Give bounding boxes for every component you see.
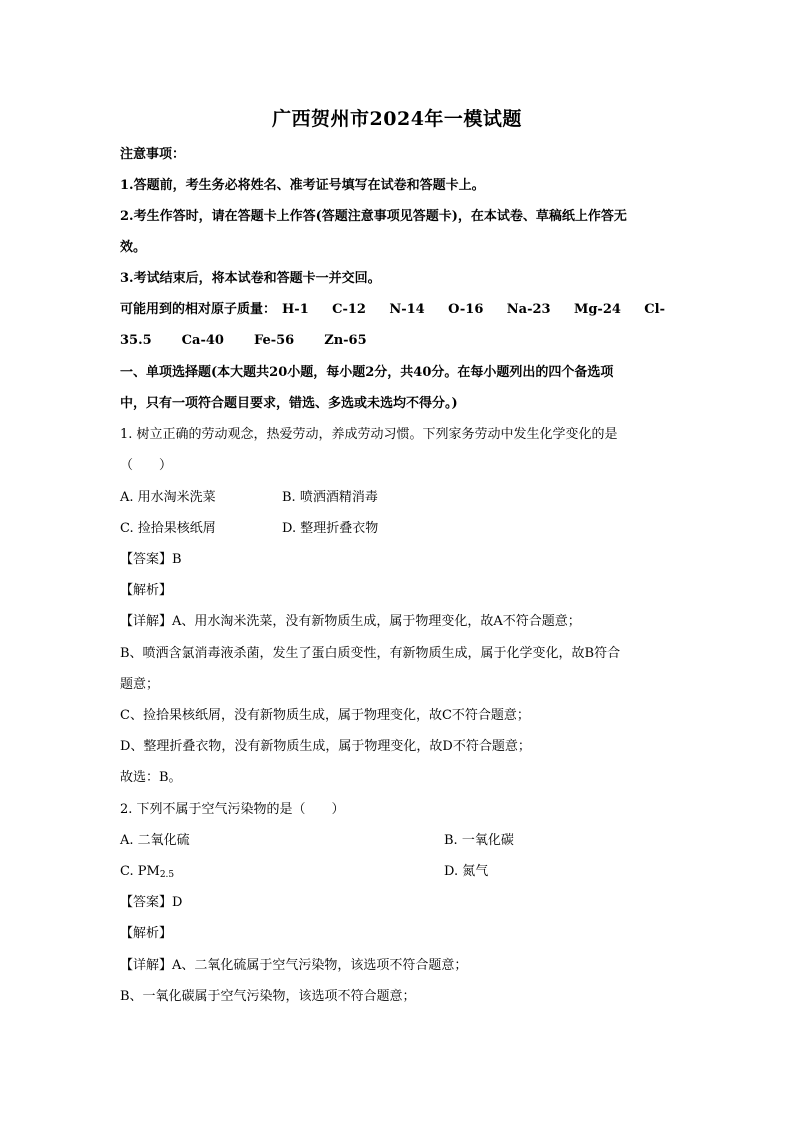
q2-option-d: D. 氮气 bbox=[444, 864, 489, 879]
notice-item-3: 3.考试结束后，将本试卷和答题卡一并交回。 bbox=[120, 271, 381, 286]
q1-option-a: A. 用水淘米洗菜 bbox=[120, 490, 216, 505]
notice-item-2: 2.考生作答时，请在答题卡上作答(答题注意事项见答题卡)，在本试卷、草稿纸上作答无 bbox=[120, 209, 627, 224]
mass-value: N-14 bbox=[389, 302, 425, 317]
mass-value: 35.5 bbox=[120, 333, 152, 348]
mass-value: Fe-56 bbox=[253, 333, 295, 348]
q2-option-a: A. 二氧化硫 bbox=[120, 833, 190, 848]
q1-detail-b-cont: 题意； bbox=[120, 677, 160, 692]
atomic-masses-values bbox=[276, 300, 665, 320]
section-heading-cont: 中，只有一项符合题目要求，错选、多选或未选均不得分。) bbox=[120, 396, 458, 411]
notice-item-1: 1.答题前，考生务必将姓名、准考证号填写在试卷和答题卡上。 bbox=[120, 178, 485, 193]
q2-option-b: B. 一氧化碳 bbox=[444, 833, 514, 848]
mass-value: H-1 bbox=[282, 302, 309, 317]
mass-value: Ca-40 bbox=[181, 333, 224, 348]
q1-detail-a: 【详解】A、用水淘米洗菜，没有新物质生成，属于物理变化，故A不符合题意； bbox=[120, 614, 581, 629]
mass-value: Na-23 bbox=[506, 302, 551, 317]
section-heading: 一、单项选择题(本大题共20小题，每小题2分，共40分。在每小题列出的四个备选项 bbox=[120, 365, 614, 380]
q1-detail-d: D、整理折叠衣物，没有新物质生成，属于物理变化，故D不符合题意； bbox=[120, 739, 531, 754]
q1-option-c: C. 捡拾果核纸屑 bbox=[120, 521, 216, 536]
mass-value: O-16 bbox=[448, 302, 484, 317]
q2-detail-a: 【详解】A、二氧化硫属于空气污染物，该选项不符合题意； bbox=[120, 958, 468, 973]
q1-analysis-heading: 【解析】 bbox=[120, 583, 173, 598]
q2-option-c-subscript: 2.5 bbox=[159, 870, 175, 880]
q2-stem: 2. 下列不属于空气污染物的是（ ） bbox=[120, 802, 345, 817]
q2-analysis-heading: 【解析】 bbox=[120, 926, 173, 941]
atomic-masses-row-1 bbox=[120, 300, 665, 320]
q2-detail-b: B、一氧化碳属于空气污染物，该选项不符合题意； bbox=[120, 989, 416, 1004]
notice-heading: 注意事项： bbox=[120, 147, 186, 162]
atomic-masses-label: 可能用到的相对原子质量： bbox=[120, 302, 277, 317]
q1-answer: 【答案】B bbox=[120, 552, 182, 567]
q1-stem-cont: （ ） bbox=[120, 458, 173, 473]
mass-value: Mg-24 bbox=[573, 302, 621, 317]
mass-value: Cl- bbox=[644, 302, 665, 317]
notice-item-2-cont: 效。 bbox=[120, 240, 147, 255]
mass-value: Zn-65 bbox=[324, 333, 367, 348]
atomic-masses-row-2 bbox=[120, 331, 665, 351]
q1-detail-c: C、捡拾果核纸屑，没有新物质生成，属于物理变化，故C不符合题意； bbox=[120, 708, 530, 723]
q1-detail-b: B、喷洒含氯消毒液杀菌，发生了蛋白质变性，有新物质生成，属于化学变化，故B符合 bbox=[120, 646, 621, 661]
page-title: 广西贺州市2024年一模试题 bbox=[272, 108, 522, 130]
q2-option-c-text: C. PM bbox=[120, 864, 160, 879]
q2-answer: 【答案】D bbox=[120, 895, 183, 910]
q2-option-c bbox=[120, 862, 174, 885]
q1-conclusion: 故选：B。 bbox=[120, 770, 182, 785]
q1-option-d: D. 整理折叠衣物 bbox=[282, 521, 379, 536]
q1-option-b: B. 喷洒酒精消毒 bbox=[282, 490, 378, 505]
q1-stem: 1. 树立正确的劳动观念，热爱劳动，养成劳动习惯。下列家务劳动中发生化学变化的是 bbox=[120, 427, 618, 442]
mass-value: C-12 bbox=[332, 302, 366, 317]
